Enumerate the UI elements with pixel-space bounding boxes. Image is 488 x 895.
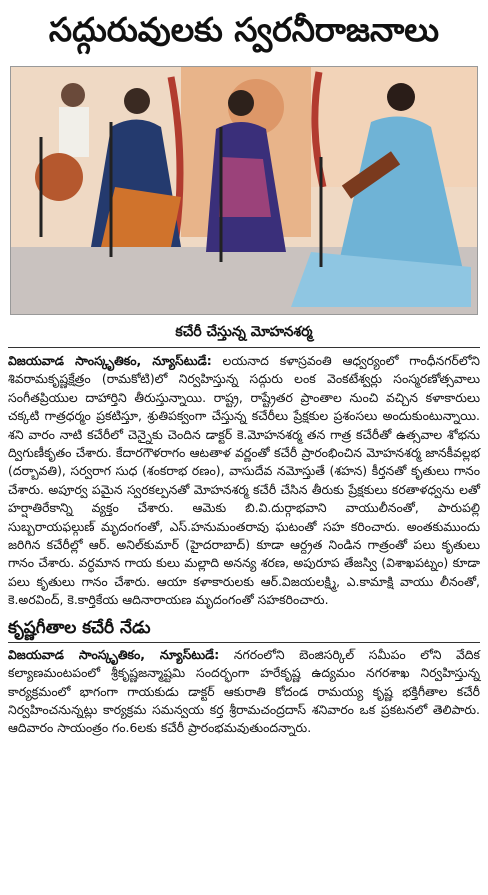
photo-caption: కచేరీ చేస్తున్న మోహనశర్మ — [175, 324, 313, 340]
article-body: లయనాద కళాస్రవంతి ఆధ్వర్యంలో గాంధీనగర్‌లోని శివరామకృష్ణక్షేత్రం (రామకోటి)లో నిర్వహిస్తున్న సద్గురు లంక వెంకటేశ్వర్లు సంస్మరణోత్సవాలు సంగీతప్రియుల దాహార్తిని తీరుస్తున్నాయి. రాష్ట్ర, రాష్ట్రేతర ప్రాంతాల నుంచి వచ్చిన కళాకారులు చక్కటి గాత్రధర్మం ప్రకటిస్తూ, శ్రుతిపక్వంగా చేస్తున్న కచేరీలు ప్రేక్షకుల ప్రశంసలు అందుకుంటున్నాయి. శని వారం నాటి కచేరీలో చెన్నైకు చెందిన డాక్టర్ కె.మోహనశర్మ తన గాత్ర కచేరీతో ఉత్సవాల శోభను ద్విగుణీకృతం చేశారు. కేదారగౌళరాగం ఆటతాళ వర్ణంతో కచేరీ ప్రారంభించిన మోహనశర్మ జానకీవల్లభ (దర్బావతి), సర్వరాగ సుధ (శంకరాభ రణం), వాసుదేవ నమోస్తుతే (శహన) కీర్తనతో కృతులు గానం చేశారు. అపూర్వ పమైన స్వరకల్పనతో మోహనశర్మ కచేరీ చేసిన తీరుకు ప్రేక్షకులు కరతాళధ్వను లతో హర్షాతిరేకాన్ని వ్యక్తం చేశారు. ఆమెకు బి.వి.దుర్గాభవాని వాయులీనంతో, పారుపల్లి సుబ్బరాయఫల్గుణ్ మృదంగంతో, ఎస్.హనుమంతరావు ఘటంతో సహ కరించారు. అంతకుముందు జరిగిన కచేరీల్లో ఆర్. అనిల్‌కుమార్ (హైదరాబాద్) కూడా ఆర్ద్రత నిండిన గాత్రంతో పలు కృతులు గానం చేశారు. వర్ధమాన గాయ కులు మల్లాది అనన్య శరణ, అపురూప తేజస్వి (విశాఖపట్నం) కూడా పలు కృతులు గానం చేశారు. ఆయా కళాకారులకు ఆర్.విజయలక్ష్మి, ఎ.కామాక్షి వాయు లీనంతో, కె.అరవింద్, కె.కార్తికేయ ఆదినారాయణ మృదంగంతో సహకరించారు. — [8, 353, 480, 608]
article2-body: నగరంలోని బెంజిసర్కిల్ సమీపం లోని వేదిక కల్యాణమంటపంలో శ్రీకృష్ణజన్మాష్టమి సందర్భంగా హరేకృష్ణ ఉద్యమం నగరశాఖ నిర్వహిస్తున్న కార్యక్రమంలో భాగంగా గాయకుడు డాక్టర్ ఆకురాతి కోదండ రామయ్య కృష్ణ భక్తిగీతాల కచేరీ నిర్వహించనున్నట్లు కార్యక్రమ సమన్వయ కర్త శ్రీరామచంద్రదాస్ శనివారం ఒక ప్రకటనలో తెలిపారు. ఆదివారం సాయంత్రం గం.6లకు కచేరీ ప్రారంభమవుతుందన్నారు. — [8, 646, 480, 736]
article2-dateline: విజయవాడ సాంస్కృతికం, న్యూస్‌టుడే: — [8, 646, 220, 662]
headline: సద్గురువులకు స్వరనీరాజనాలు — [48, 10, 440, 49]
caption-divider — [8, 347, 480, 348]
subheading-divider — [8, 642, 480, 643]
article-dateline: విజయవాడ సాంస్కృతికం, న్యూస్‌టుడే: — [8, 353, 212, 368]
concert-photo-illustration — [11, 67, 477, 314]
article-secondary — [8, 646, 480, 738]
article-main — [8, 352, 480, 610]
concert-photo — [10, 66, 478, 315]
subheading: కృష్ణగీతాల కచేరీ నేడు — [8, 617, 151, 638]
